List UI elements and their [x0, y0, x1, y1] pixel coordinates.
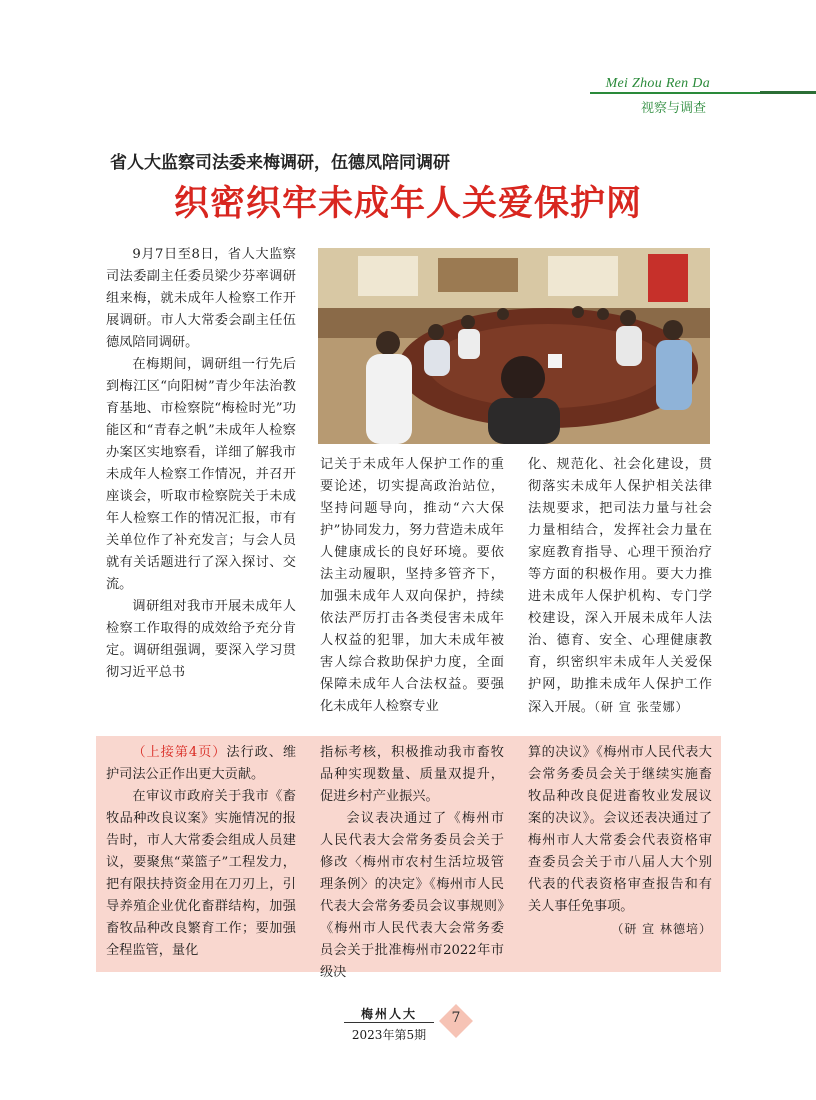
article-title: 织密织牢未成年人关爱保护网 [173, 183, 642, 224]
continuation-column-1 [106, 742, 296, 962]
continuation-paragraph: 在审议市政府关于我市《畜牧品种改良议案》实施情况的报告时，市人大常委会组成人员建议，要聚焦“菜篮子”工程发力，把有限扶持资金用在刀刃上，引导养殖企业优化畜群结构，加强畜牧品种改良繁育工作；要加强全程监管，量化 [106, 789, 296, 958]
footer-issue: 2023年第5期 [351, 1028, 427, 1042]
continuation-text: 法行政、维护司法公正作出更大贡献。 [106, 745, 297, 782]
continuation-paragraph: 算的决议》《梅州市人民代表大会常务委员会关于继续实施畜牧品种改良促进畜牧业发展议案的决议》。会议还表决通过了梅州市人大常委会代表资格审查委员会关于市八届人大个别代表的代表资格审查报告和有关人事任免事项。 [528, 745, 712, 914]
continuation-paragraph: 指标考核，积极推动我市畜牧品种实现数量、质量双提升，促进乡村产业振兴。 [320, 745, 504, 804]
article-paragraph [528, 454, 712, 719]
magazine-name: Mei Zhou Ren Da [605, 76, 710, 91]
article-subtitle: 省人大监察司法委来梅调研，伍德凤陪同调研 [110, 153, 450, 173]
article-text: 化、规范化、社会化建设，贯彻落实未成年人保护相关法律法规要求，把司法力量与社会力量相结合，发挥社会力量在家庭教育指导、心理干预治疗等方面的积极作用。要大力推进未成年人保护机构、专门学校建设，深入开展未成年人法治、德育、安全、心理健康教育，织密织牢未成年人关爱保护网，助推未成年人保护工作深入开展。 [528, 457, 712, 715]
article-column-3 [528, 454, 712, 719]
article-credit: （研 宣 张莹娜） [593, 700, 689, 714]
article-column-1 [106, 244, 296, 684]
article-paragraph: 在梅期间，调研组一行先后到梅江区“向阳树”青少年法治教育基地、市检察院“梅检时光”功能区和“青春之帆”未成年人检察办案区实地察看，详细了解我市未成年人检察工作情况，并召开座谈会，听取市检察院关于未成年人检察工作的情况汇报，市有关单位作了补充发言；与会人员就有关话题进行了深入探讨、交流。 [106, 357, 296, 592]
continued-from-label: （上接第4页） [132, 745, 227, 760]
continuation-credit: （研 宣 林德培） [611, 922, 712, 936]
article-paragraph: 9月7日至8日，省人大监察司法委副主任委员梁少芬率调研组来梅，就未成年人检察工作开展调研。市人大常委会副主任伍德凤陪同调研。 [106, 247, 296, 350]
article-paragraph: 调研组对我市开展未成年人检察工作取得的成效给予充分肯定。调研组强调，要深入学习贯彻习近平总书 [106, 599, 296, 680]
continuation-column-2 [320, 742, 504, 984]
continuation-column-3 [528, 742, 712, 940]
footer-rule [344, 1022, 434, 1023]
continuation-paragraph: 会议表决通过了《梅州市人民代表大会常务委员会关于修改〈梅州市农村生活垃圾管理条例〉的决定》《梅州市人民代表大会常务委员会议事规则》《梅州市人民代表大会常务委员会关于批准梅州市2022年市级决 [320, 811, 504, 980]
meeting-photo [318, 248, 710, 444]
section-name: 视察与调查 [640, 101, 706, 116]
article-paragraph: 记关于未成年人保护工作的重要论述，切实提高政治站位，坚持问题导向，推动“六大保护”协同发力，努力营造未成年人健康成长的良好环境。要依法主动履职，坚持多管齐下，加强未成年人双向保护，持续依法严厉打击各类侵害未成年人权益的犯罪，加大未成年被害人综合救助保护力度，全面保障未成年人合法权益。要强化未成年人检察专业 [320, 457, 504, 714]
header-rule-accent [760, 91, 816, 94]
page-number: 7 [451, 1010, 461, 1026]
continuation-paragraph [106, 742, 296, 786]
article-column-2 [320, 454, 504, 718]
meeting-photo-illustration [318, 248, 710, 444]
footer-magazine-name: 梅州人大 [360, 1007, 417, 1021]
